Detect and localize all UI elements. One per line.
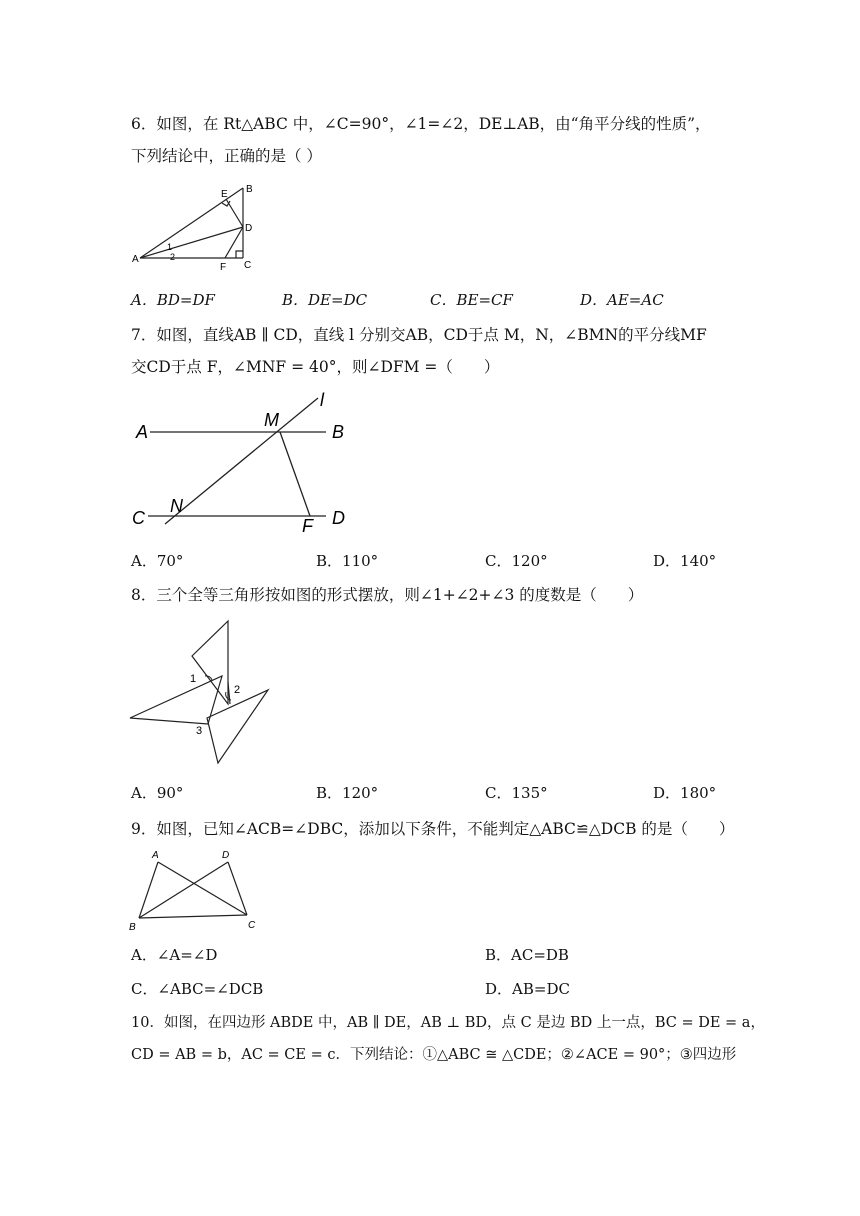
q6-figure <box>130 180 270 275</box>
q7-option-d[interactable]: D．140° <box>653 552 717 570</box>
q7-label-l: l <box>320 390 324 410</box>
q7-label-f: F <box>302 516 313 536</box>
q9-label-c: C <box>248 920 256 931</box>
q9-label-d: D <box>222 850 230 861</box>
q7-label-b: B <box>332 422 345 442</box>
q9-label-b: B <box>129 922 136 933</box>
q7-label-m: M <box>264 410 279 430</box>
q9-stem-line1: 9．如图，已知∠ACB=∠DBC，添加以下条件，不能判定△ABC≌△DCB 的是（ ） <box>131 820 735 838</box>
q6-label-e: E <box>221 189 228 200</box>
q10-stem-line2: CD = AB = b，AC = CE = c．下列结论：①△ABC ≅ △CDE；②∠ACE = 90°；③四边形 <box>131 1047 737 1063</box>
q6-label-a: A <box>132 254 139 265</box>
q8-option-d[interactable]: D．180° <box>653 784 717 802</box>
q6-option-a[interactable]: A．BD=DF <box>131 291 215 309</box>
q6-label-c: C <box>244 260 252 271</box>
q7-option-c[interactable]: C．120° <box>485 552 548 570</box>
q6-option-b[interactable]: B．DE=DC <box>282 291 368 309</box>
q6-label-b: B <box>246 184 253 195</box>
q9-option-c[interactable]: C．∠ABC=∠DCB <box>131 980 264 998</box>
q9-option-b[interactable]: B．AC=DB <box>485 946 569 964</box>
q7-label-d: D <box>332 508 345 528</box>
q6-label-d: D <box>245 223 253 234</box>
q8-angle-3: 3 <box>196 725 203 737</box>
q6-stem-line1: 6．如图，在 Rt△ABC 中，∠C=90°，∠1=∠2，DE⊥AB，由“角平分线的性质”， <box>131 115 711 133</box>
q7-stem-line2: 交CD于点 F，∠MNF = 40°，则∠DFM =（ ） <box>131 358 500 376</box>
q6-angle-1: 1 <box>167 242 173 252</box>
q8-angle-1: 1 <box>190 673 197 685</box>
q9-label-a: A <box>152 850 159 861</box>
q9-figure <box>125 846 270 936</box>
q7-figure <box>130 388 360 536</box>
q8-option-a[interactable]: A．90° <box>131 784 184 802</box>
q9-option-a[interactable]: A．∠A=∠D <box>131 946 218 964</box>
q10-stem-line1: 10．如图，在四边形 ABDE 中，AB ∥ DE，AB ⊥ BD，点 C 是边 BD 上一点，BC = DE = a， <box>131 1015 765 1031</box>
q9-option-d[interactable]: D．AB=DC <box>485 980 570 998</box>
q7-option-a[interactable]: A．70° <box>131 552 184 570</box>
q6-label-f: F <box>220 262 227 273</box>
q7-label-c: C <box>132 508 145 528</box>
q6-option-d[interactable]: D．AE=AC <box>580 291 664 309</box>
q6-stem-line2: 下列结论中，正确的是（ ） <box>131 147 322 165</box>
q7-stem-line1: 7．如图，直线AB ∥ CD，直线 l 分别交AB，CD于点 M，N，∠BMN的平分线MF <box>131 326 707 344</box>
q7-label-a: A <box>136 422 149 442</box>
q8-stem-line1: 8．三个全等三角形按如图的形式摆放，则∠1+∠2+∠3 的度数是（ ） <box>131 586 644 604</box>
q8-angle-2: 2 <box>234 684 241 696</box>
q7-label-n: N <box>170 496 183 516</box>
q6-option-c[interactable]: C．BE=CF <box>430 291 513 309</box>
q6-angle-2: 2 <box>170 252 176 262</box>
q7-option-b[interactable]: B．110° <box>316 552 379 570</box>
q8-figure <box>130 618 275 768</box>
q8-option-c[interactable]: C．135° <box>485 784 548 802</box>
q8-option-b[interactable]: B．120° <box>316 784 379 802</box>
